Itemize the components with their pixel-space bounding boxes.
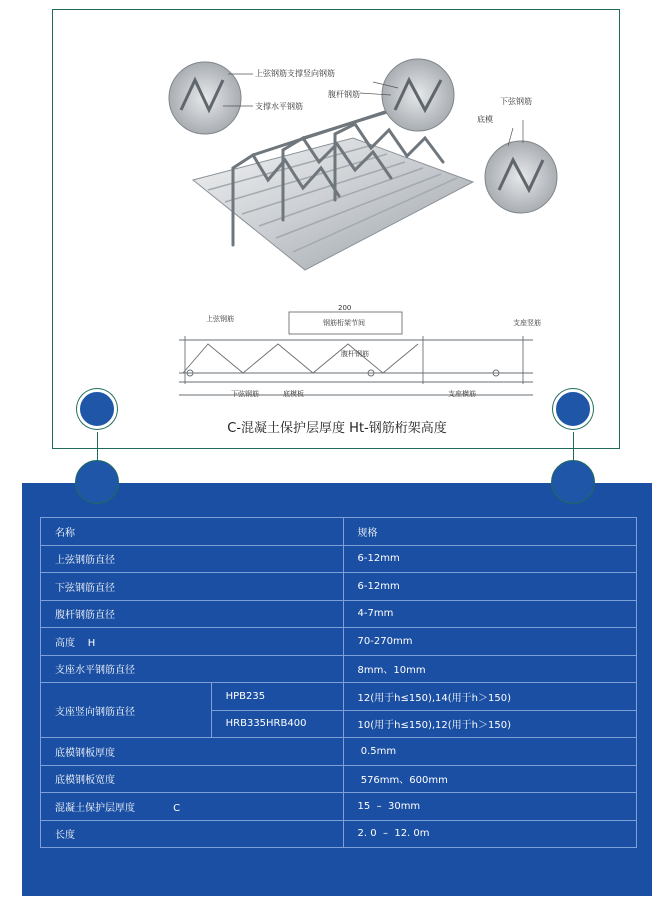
diagram-dimension: 200 bbox=[338, 304, 352, 312]
diagram-support-vertical: 支座竖筋 bbox=[513, 319, 541, 327]
row-label: 上弦钢筋直径 bbox=[41, 545, 344, 573]
table-row bbox=[41, 573, 637, 601]
callout-web-bar: 腹杆钢筋 bbox=[328, 90, 360, 99]
row-value: 12(用于h≤150),14(用于h＞150) bbox=[343, 683, 636, 711]
table-row bbox=[41, 793, 637, 821]
left-stem bbox=[97, 432, 98, 462]
table-row bbox=[41, 738, 637, 766]
right-top-circle bbox=[553, 389, 593, 429]
truss-figure bbox=[52, 9, 620, 449]
row-label: 支座水平钢筋直径 bbox=[41, 655, 344, 683]
table-row bbox=[41, 683, 637, 711]
table-row bbox=[41, 820, 637, 848]
row-grade: HPB235 bbox=[211, 683, 343, 711]
row-value: 70-270mm bbox=[343, 628, 636, 656]
callout-top-chord-support: 上弦钢筋支撑竖向钢筋 bbox=[255, 69, 335, 78]
table-row bbox=[41, 600, 637, 628]
row-value: 6-12mm bbox=[343, 573, 636, 601]
diagram-bottom-chord: 下弦钢筋 bbox=[231, 390, 259, 398]
row-value: 0.5mm bbox=[343, 738, 636, 766]
row-value: 2. 0 – 12. 0m bbox=[343, 820, 636, 848]
table-row bbox=[41, 628, 637, 656]
row-value: 8mm、10mm bbox=[343, 655, 636, 683]
figure-caption: C-混凝土保护层厚度 Ht-钢筋桁架高度 bbox=[227, 421, 447, 436]
header-spec: 规格 bbox=[343, 518, 636, 546]
table-row bbox=[41, 545, 637, 573]
row-label: 支座竖向钢筋直径 bbox=[41, 683, 212, 738]
row-label: 混凝土保护层厚度 C bbox=[41, 793, 344, 821]
table-row bbox=[41, 655, 637, 683]
right-bottom-circle bbox=[551, 460, 595, 504]
diagram-web-bar: 腹杆钢筋 bbox=[341, 350, 369, 358]
row-value: 10(用于h≤150),12(用于h＞150) bbox=[343, 710, 636, 738]
left-top-circle bbox=[77, 389, 117, 429]
row-label: 长度 bbox=[41, 820, 344, 848]
truss-illustration bbox=[53, 10, 621, 450]
row-value: 4-7mm bbox=[343, 600, 636, 628]
row-label: 腹杆钢筋直径 bbox=[41, 600, 344, 628]
row-grade: HRB335HRB400 bbox=[211, 710, 343, 738]
table-row bbox=[41, 765, 637, 793]
right-stem bbox=[573, 432, 574, 462]
spec-table bbox=[40, 517, 637, 848]
header-name: 名称 bbox=[41, 518, 344, 546]
row-label: 高度 H bbox=[41, 628, 344, 656]
row-label: 底模钢板厚度 bbox=[41, 738, 344, 766]
row-label: 底模钢板宽度 bbox=[41, 765, 344, 793]
callout-bottom-chord: 下弦钢筋 bbox=[500, 97, 532, 106]
diagram-support-cross: 支座横筋 bbox=[448, 390, 476, 398]
row-value: 6-12mm bbox=[343, 545, 636, 573]
diagram-truss-spacing: 钢筋桁架节间 bbox=[323, 319, 365, 327]
left-bottom-circle bbox=[75, 460, 119, 504]
diagram-bottom-mold: 底模板 bbox=[283, 390, 304, 398]
row-value: 576mm、600mm bbox=[343, 765, 636, 793]
diagram-top-chord: 上弦钢筋 bbox=[206, 315, 234, 323]
callout-support-horizontal: 支撑水平钢筋 bbox=[255, 102, 303, 111]
row-value: 15 – 30mm bbox=[343, 793, 636, 821]
callout-bottom-mold: 底模 bbox=[477, 115, 493, 124]
table-header-row bbox=[41, 518, 637, 546]
row-label: 下弦钢筋直径 bbox=[41, 573, 344, 601]
